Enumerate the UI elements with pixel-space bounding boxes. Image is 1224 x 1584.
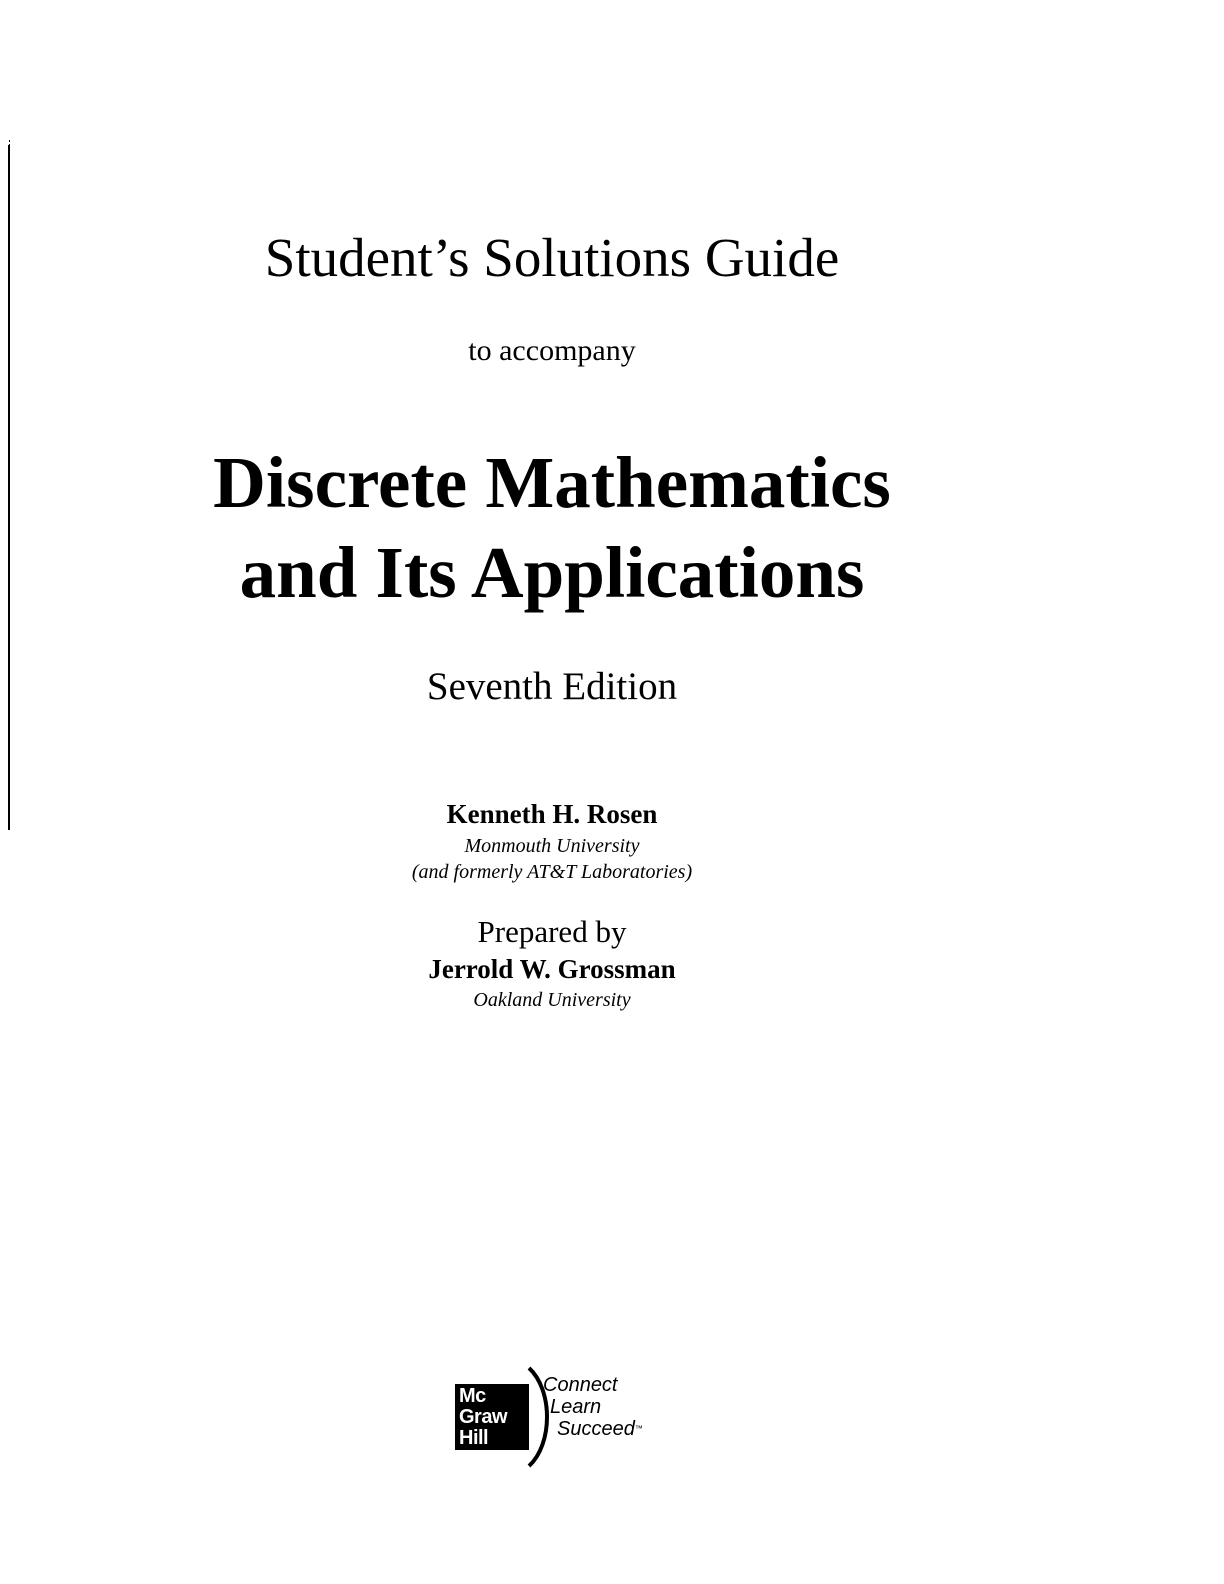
- tagline-succeed-text: Succeed: [557, 1418, 635, 1440]
- guide-title: Student’s Solutions Guide: [264, 227, 840, 288]
- book-title-line-1: Discrete Mathematics: [213, 442, 891, 523]
- tagline-succeed: [557, 1418, 643, 1440]
- edition: Seventh Edition: [426, 665, 678, 708]
- publisher-logo: [453, 1366, 663, 1466]
- trademark-symbol: ™: [634, 1424, 643, 1433]
- wordmark-line-2: Graw: [459, 1406, 508, 1428]
- author-name: Kenneth H. Rosen: [446, 799, 658, 829]
- tagline-learn: Learn: [550, 1396, 602, 1418]
- author-affiliation: Monmouth University: [464, 835, 640, 857]
- wordmark-line-3: Hill: [459, 1427, 489, 1449]
- book-title: [0, 438, 1104, 618]
- accompany-text: to accompany: [468, 334, 636, 367]
- wordmark-line-1: Mc: [459, 1385, 486, 1407]
- preparer-affiliation: Oakland University: [473, 989, 631, 1011]
- prepared-by-label: Prepared by: [477, 914, 627, 949]
- tagline-connect: Connect: [543, 1374, 618, 1396]
- mcgraw-hill-wordmark: [455, 1384, 529, 1450]
- author-affiliation-note: (and formerly AT&T Laboratories): [411, 861, 693, 883]
- book-title-line-2: and Its Applications: [239, 532, 865, 613]
- preparer-name: Jerrold W. Grossman: [428, 954, 676, 984]
